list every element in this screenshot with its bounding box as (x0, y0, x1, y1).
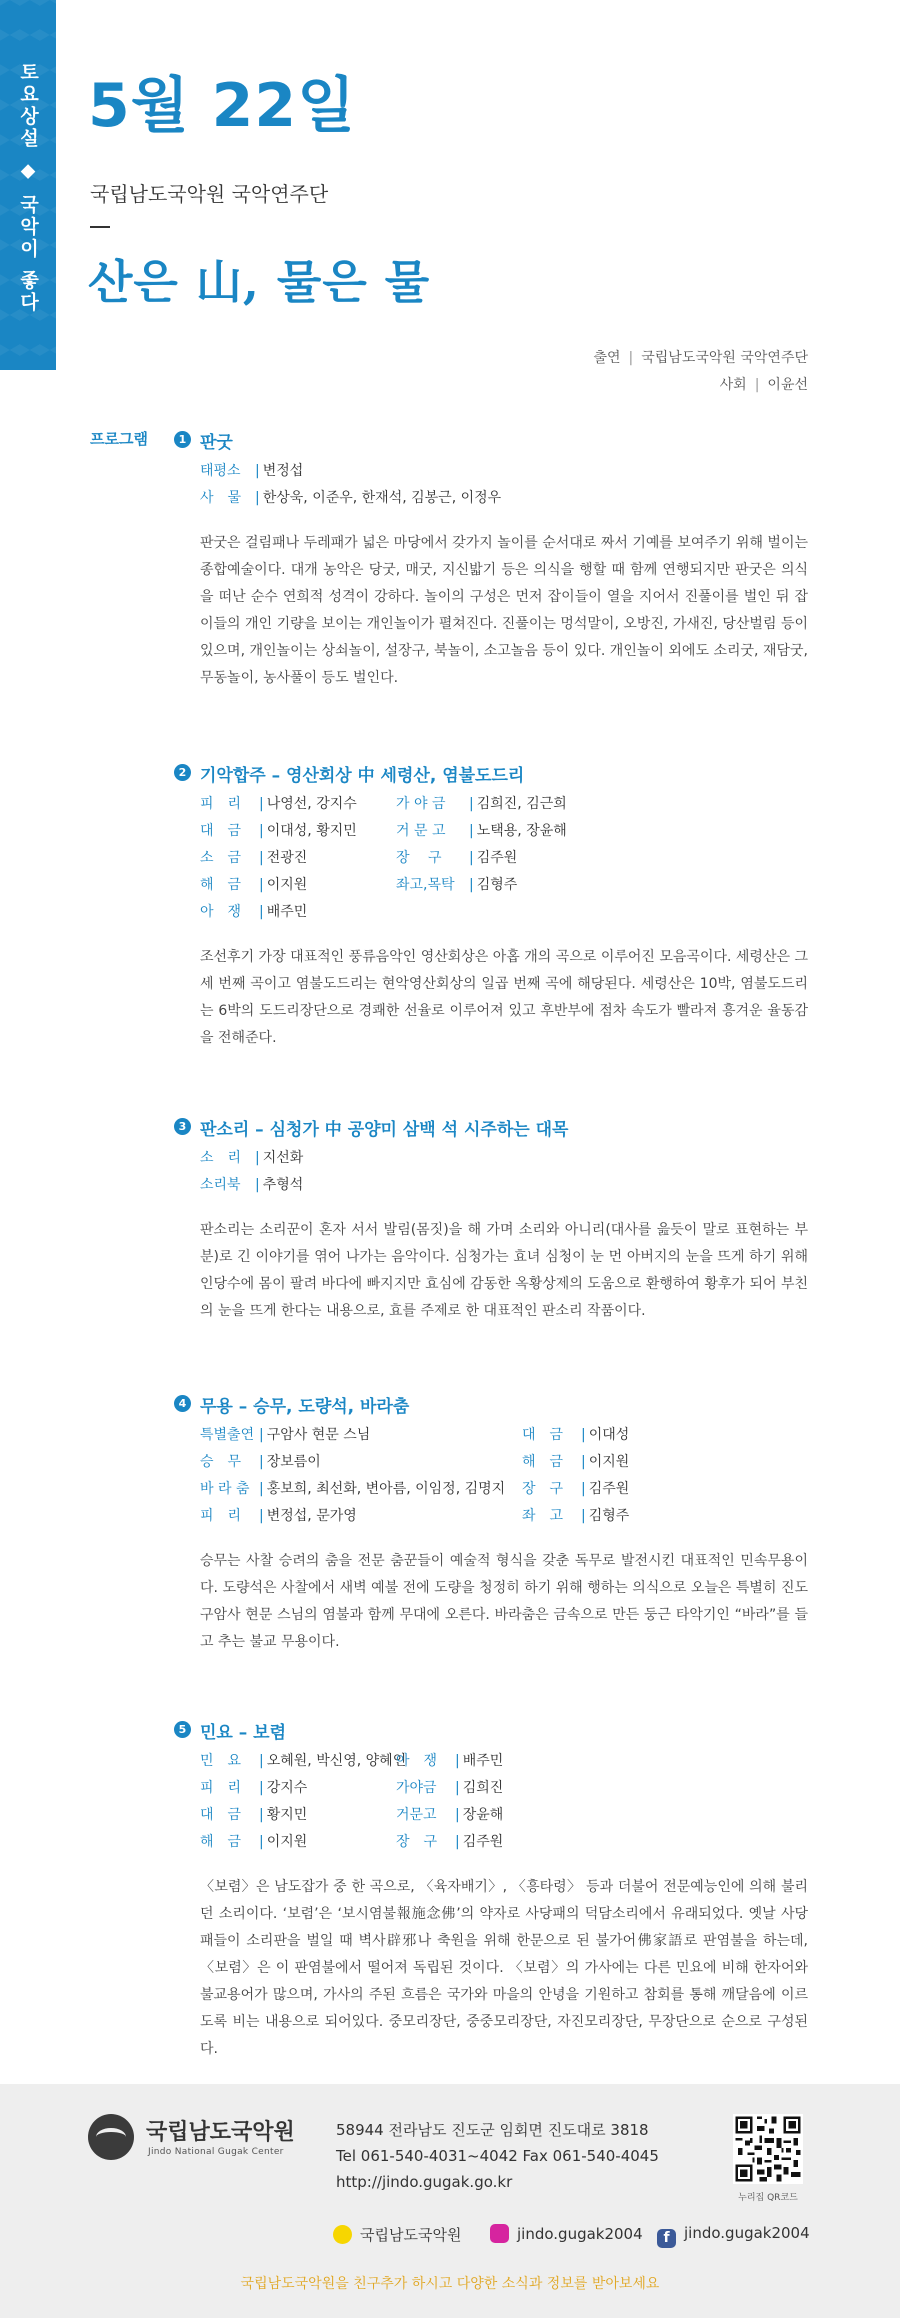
role-label: 해 금 (200, 877, 242, 893)
section-description: 판굿은 걸림패나 두레패가 넓은 마당에서 갖가지 놀이를 순서대로 짜서 기예를 보여주기 위해 벌이는 종합예술이다. 대개 농악은 당굿, 매굿, 지신밟기 등은 의식을 행할 때 함께 연행되지만 판굿은 의식을 떠난 순수 연희적 성격이 강하다. 놀이의 구성은 먼저 잡이들이 열을 지어서 진풀이를 벌인 뒤 잡이들의 개인 기량을 보이는 개인놀이가 펼쳐진다. 진풀이는 멍석말이, 오방진, 가새진, 당산벌림 등이 있으며, 개인놀이는 상쇠놀이, 설장구, 북놀이, 소고놀음 등이 있다. 개인놀이 외에도 소리굿, 재담굿, 무동놀이, 농사풀이 등도 벌인다. (200, 535, 808, 686)
roster-row (200, 1147, 808, 1174)
performer-roster (200, 1424, 808, 1532)
separator: | (469, 850, 474, 866)
section-number-badge: 3 (174, 1118, 191, 1135)
performer-names: 이대성, 황지민 (266, 823, 357, 839)
kakao-label: 국립남도국악원 (360, 2226, 462, 2244)
separator: | (259, 796, 264, 812)
facebook-label: jindo.gugak2004 (684, 2224, 810, 2242)
roster-row (200, 1478, 808, 1505)
performer-names: 김주원 (588, 1481, 630, 1497)
performer-names: 이지원 (588, 1454, 630, 1470)
performer-value: 국립남도국악원 국악연주단 (641, 350, 808, 366)
page-title: 산은 山, 물은 물 (88, 255, 431, 309)
performer-names: 김주원 (476, 850, 518, 866)
performer-names: 이대성 (588, 1427, 630, 1443)
logo-english-name: Jindo National Gugak Center (148, 2147, 284, 2157)
role-label: 장 구 (396, 850, 442, 866)
separator: | (255, 490, 260, 506)
roster-entry (200, 460, 303, 480)
address: 58944 전라남도 진도군 임회면 진도대로 3818 (336, 2121, 649, 2139)
performer-names: 전광진 (266, 850, 308, 866)
side-tab-text: 토요상설 ◆ 국악이 좋다 (17, 62, 39, 314)
section-title: 판소리 – 심청가 中 공양미 삼백 석 시주하는 대목 (200, 1120, 569, 1140)
role-label: 승 무 (200, 1454, 242, 1470)
performer-roster (200, 793, 808, 928)
separator: | (259, 1427, 264, 1443)
roster-entry (200, 901, 307, 921)
performer-label: 출연 (593, 350, 621, 366)
performer-names: 장보름이 (266, 1454, 321, 1470)
phone-fax: Tel 061-540-4031~4042 Fax 061-540-4045 (336, 2147, 659, 2165)
performer-names: 지선화 (262, 1150, 304, 1166)
section-title: 기악합주 – 영산회상 中 세령산, 염불도드리 (200, 766, 525, 786)
section-header (174, 1392, 808, 1418)
role-label: 소 금 (200, 850, 242, 866)
roster-entry (522, 1451, 629, 1471)
side-tab (0, 0, 56, 370)
roster-entry (396, 847, 517, 867)
role-label: 피 리 (200, 1780, 242, 1796)
host-label: 사회 (719, 377, 747, 393)
roster-row (200, 1505, 808, 1532)
performer-names: 황지민 (266, 1807, 308, 1823)
roster-entry (200, 1147, 303, 1167)
separator: | (469, 796, 474, 812)
section-title: 민요 – 보렴 (200, 1723, 287, 1743)
instagram-link[interactable] (490, 2224, 643, 2243)
performer-names: 홍보희, 최선화, 변아름, 이임정, 김명지 (266, 1481, 506, 1497)
roster-entry (396, 1804, 503, 1824)
performer-names: 변정섭 (262, 463, 304, 479)
performer-names: 강지수 (266, 1780, 308, 1796)
roster-row (200, 901, 808, 928)
separator: | (259, 904, 264, 920)
role-label: 가야금 (396, 1780, 437, 1796)
qr-caption: 누리집 QR코드 (738, 2193, 798, 2203)
roster-entry (200, 1478, 505, 1498)
performer-names: 김희진, 김근희 (476, 796, 567, 812)
role-label: 거문고 (396, 1807, 437, 1823)
logo-swoosh (96, 2128, 126, 2146)
organizer: 국립남도국악원 국악연주단 (90, 182, 329, 206)
roster-entry (200, 1424, 370, 1444)
separator: | (469, 823, 474, 839)
roster-entry (200, 1451, 321, 1471)
roster-entry (396, 874, 517, 894)
roster-row (200, 1804, 808, 1831)
separator: | (455, 1780, 460, 1796)
roster-entry (200, 820, 357, 840)
separator: | (469, 877, 474, 893)
program-section (174, 1115, 808, 1325)
roster-entry (522, 1478, 629, 1498)
role-label: 태평소 (200, 463, 241, 479)
host-line: 사회 | 이윤선 (719, 377, 808, 393)
performer-names: 노택용, 장윤해 (476, 823, 567, 839)
role-label: 소 리 (200, 1150, 242, 1166)
role-label: 대 금 (522, 1427, 564, 1443)
kakao-talk-icon (333, 2225, 352, 2244)
roster-entry (200, 1777, 307, 1797)
roster-row (200, 1424, 808, 1451)
section-description: 판소리는 소리꾼이 혼자 서서 발림(몸짓)을 해 가며 소리와 아니리(대사를 읊듯이 말로 표현하는 부분)로 긴 이야기를 엮어 나가는 음악이다. 심청가는 효녀 심청이 눈 먼 아버지의 눈을 뜨게 하기 위해 인당수에 몸이 팔려 바다에 빠지지만 효심에 감동한 옥황상제의 도움으로 환행하여 황후가 되어 부친의 눈을 뜨게 한다는 내용으로, 효를 주제로 한 대표적인 판소리 작품이다. (200, 1222, 808, 1319)
role-label: 피 리 (200, 1508, 242, 1524)
divider (90, 226, 110, 228)
separator: | (455, 1807, 460, 1823)
instagram-icon (490, 2224, 509, 2243)
performer-names: 배주민 (462, 1753, 504, 1769)
separator: | (255, 1150, 260, 1166)
role-label: 좌 고 (522, 1508, 564, 1524)
role-label: 장 구 (396, 1834, 438, 1850)
separator: | (259, 877, 264, 893)
section-header (174, 1718, 808, 1744)
roster-row (200, 793, 808, 820)
roster-entry (396, 793, 567, 813)
roster-row (200, 1831, 808, 1858)
role-label: 장 구 (522, 1481, 564, 1497)
role-label: 바 라 춤 (200, 1481, 250, 1497)
role-label: 거 문 고 (396, 823, 446, 839)
section-number-badge: 4 (174, 1395, 191, 1412)
roster-entry (396, 1777, 503, 1797)
role-label: 좌고,목탁 (396, 877, 455, 893)
website-link[interactable]: http://jindo.gugak.go.kr (336, 2173, 513, 2191)
section-description: 승무는 사찰 승려의 춤을 전문 춤꾼들이 예술적 형식을 갖춘 독무로 발전시킨 대표적인 민속무용이다. 도량석은 사찰에서 새벽 예불 전에 도량을 청정히 하기 위해 행하는 의식으로 오늘은 특별히 진도 구암사 현문 스님의 염불과 함께 무대에 오른다. 바라춤은 금속으로 만든 둥근 타악기인 “바라”를 들고 추는 불교 무용이다. (200, 1553, 808, 1650)
roster-entry (200, 1804, 307, 1824)
separator: | (259, 1834, 264, 1850)
section-number-badge: 2 (174, 764, 191, 781)
program-label: 프로그램 (90, 430, 148, 448)
section-number-badge: 5 (174, 1721, 191, 1738)
separator: | (259, 1780, 264, 1796)
separator: | (581, 1481, 586, 1497)
separator: | (259, 850, 264, 866)
program-section (174, 1392, 808, 1656)
credits (593, 345, 808, 399)
role-label: 아 쟁 (396, 1753, 438, 1769)
facebook-link[interactable] (657, 2224, 810, 2248)
separator: | (455, 1834, 460, 1850)
program-section (174, 1718, 808, 2063)
separator: | (255, 1177, 260, 1193)
roster-row (200, 487, 808, 514)
roster-row (200, 820, 808, 847)
performer-roster (200, 1147, 808, 1201)
separator: | (455, 1753, 460, 1769)
separator: | (259, 1807, 264, 1823)
roster-entry (200, 847, 307, 867)
role-label: 해 금 (200, 1834, 242, 1850)
roster-entry (200, 1505, 357, 1525)
performer-names: 이지원 (266, 1834, 308, 1850)
separator: | (255, 463, 260, 479)
role-label: 피 리 (200, 796, 242, 812)
section-title: 판굿 (200, 433, 233, 453)
role-label: 소리북 (200, 1177, 241, 1193)
section-header (174, 428, 808, 454)
performer-names: 변정섭, 문가영 (266, 1508, 357, 1524)
roster-row (200, 460, 808, 487)
performer-roster (200, 460, 808, 514)
separator: | (259, 823, 264, 839)
roster-entry (396, 1831, 503, 1851)
event-date: 5월 22일 (88, 71, 357, 141)
facebook-icon: f (657, 2229, 676, 2248)
role-label: 특별출연 (200, 1427, 255, 1443)
contact-info (336, 2117, 659, 2195)
roster-entry (522, 1424, 629, 1444)
performer-names: 장윤해 (462, 1807, 504, 1823)
program-section (174, 428, 808, 692)
role-label: 민 요 (200, 1753, 242, 1769)
roster-entry (200, 1174, 303, 1194)
roster-entry (200, 874, 307, 894)
roster-row (200, 874, 808, 901)
roster-entry (200, 1831, 307, 1851)
separator: | (581, 1508, 586, 1524)
section-header (174, 761, 808, 787)
role-label: 해 금 (522, 1454, 564, 1470)
performer-names: 오혜원, 박신영, 양혜인 (266, 1753, 407, 1769)
performer-names: 김주원 (462, 1834, 504, 1850)
roster-entry (522, 1505, 629, 1525)
host-value: 이윤선 (767, 377, 808, 393)
separator: | (259, 1508, 264, 1524)
performer-names: 한상욱, 이준우, 한재석, 김봉근, 이정우 (262, 490, 502, 506)
performer-names: 김형주 (476, 877, 518, 893)
section-description: 〈보렴〉은 남도잡가 중 한 곡으로, 〈육자배기〉, 〈흥타령〉 등과 더불어 전문예능인에 의해 불리던 소리이다. ‘보렴’은 ‘보시염불報施念佛’의 약자로 사당패의 덕담소리에서 유래되었다. 옛날 사당패들이 소리판을 벌일 때 벽사辟邪나 축원을 위해 한문으로 된 불가어佛家語로 판염불을 하는데, 〈보렴〉은 이 판염불에서 떨어져 독립된 것이다. 〈보렴〉의 가사에는 다른 민요에 비해 한자어와 불교용어가 많으며, 가사의 주된 흐름은 국가와 마을의 안녕을 기원하고 참회를 통해 깨달음에 이르도록 비는 내용으로 되어있다. 중모리장단, 중중모리장단, 자진모리장단, 무장단으로 순으로 구성된다. (200, 1879, 808, 2057)
roster-entry (396, 1750, 503, 1770)
performer-line: 출연 | 국립남도국악원 국악연주단 (593, 350, 808, 366)
roster-row (200, 1750, 808, 1777)
section-description: 조선후기 가장 대표적인 풍류음악인 영산회상은 아홉 개의 곡으로 이루어진 모음곡이다. 세령산은 그 세 번째 곡이고 염불도드리는 현악영산회상의 일곱 번째 곡에 해당된다. 세령산은 10박, 염불도드리는 6박의 도드리장단으로 경쾌한 선율로 이루어져 있고 후반부에 점차 속도가 빨라져 흥겨운 율동감을 전해준다. (200, 949, 808, 1046)
section-number-badge: 1 (174, 431, 191, 448)
performer-roster (200, 1750, 808, 1858)
follow-notice: 국립남도국악원을 친구추가 하시고 다양한 소식과 정보를 받아보세요 (240, 2276, 660, 2292)
instagram-label: jindo.gugak2004 (517, 2225, 643, 2243)
roster-entry (200, 1750, 406, 1770)
roster-row (200, 1451, 808, 1478)
kakao-link[interactable] (333, 2224, 461, 2245)
separator: | (259, 1481, 264, 1497)
roster-entry (200, 487, 501, 507)
roster-entry (200, 793, 357, 813)
performer-names: 구암사 현문 스님 (266, 1427, 371, 1443)
roster-row (200, 1777, 808, 1804)
roster-row (200, 847, 808, 874)
footer (0, 2084, 900, 2318)
roster-entry (396, 820, 567, 840)
separator: | (581, 1454, 586, 1470)
role-label: 가 야 금 (396, 796, 446, 812)
performer-names: 추형석 (262, 1177, 304, 1193)
program-section (174, 761, 808, 1052)
separator: | (259, 1753, 264, 1769)
performer-names: 이지원 (266, 877, 308, 893)
role-label: 아 쟁 (200, 904, 242, 920)
section-title: 무용 – 승무, 도량석, 바라춤 (200, 1397, 410, 1417)
role-label: 대 금 (200, 823, 242, 839)
role-label: 대 금 (200, 1807, 242, 1823)
section-header (174, 1115, 808, 1141)
performer-names: 김형주 (588, 1508, 630, 1524)
separator: | (581, 1427, 586, 1443)
role-label: 사 물 (200, 490, 242, 506)
logo-name: 국립남도국악원 (146, 2120, 295, 2145)
performer-names: 나영선, 강지수 (266, 796, 357, 812)
performer-names: 김희진 (462, 1780, 504, 1796)
separator: | (259, 1454, 264, 1470)
qr-code-icon[interactable] (733, 2114, 803, 2184)
roster-row (200, 1174, 808, 1201)
performer-names: 배주민 (266, 904, 308, 920)
